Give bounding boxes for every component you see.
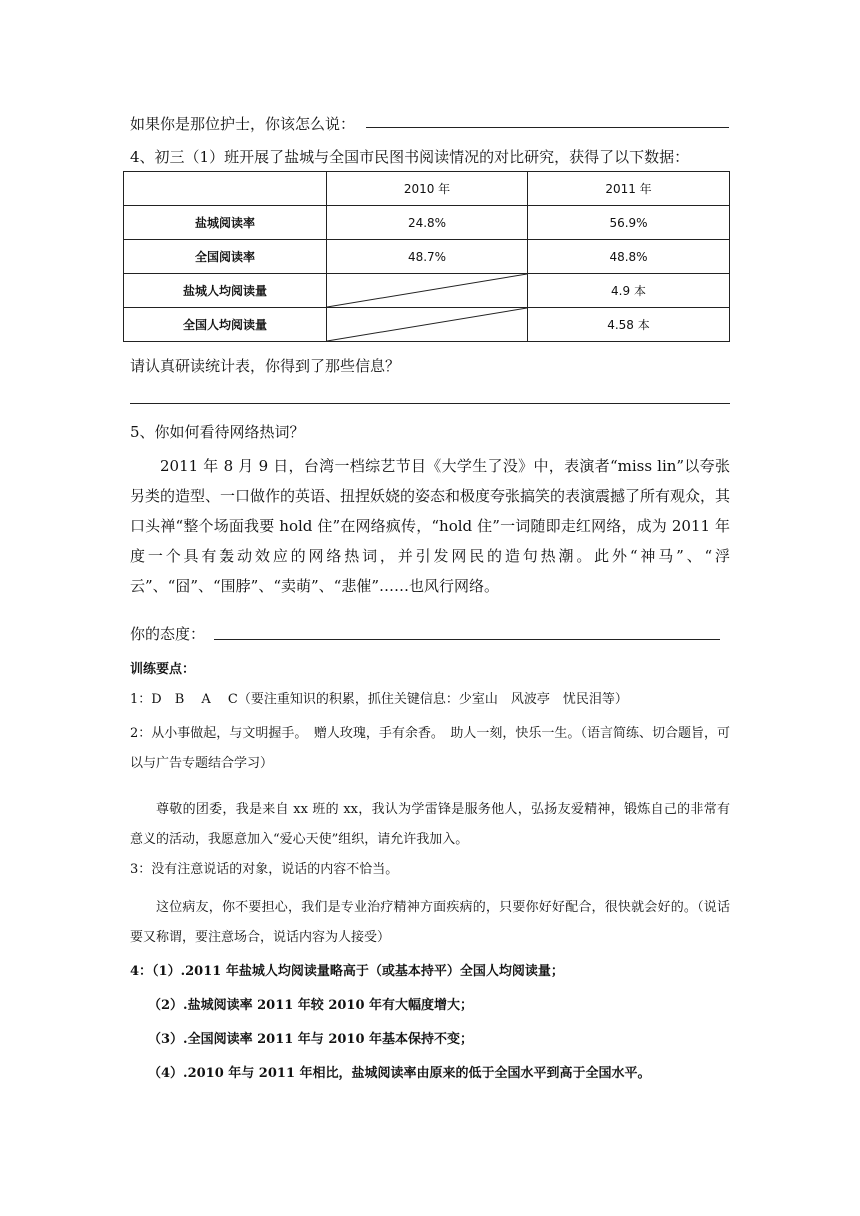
table-header-row [124, 172, 730, 206]
table-cell: 48.7% [327, 240, 528, 274]
answer-4-point-1: 4：（1）.2011 年盐城人均阅读量略高于（或基本持平）全国人均阅读量； [130, 964, 564, 979]
diagonal-slash [327, 308, 527, 341]
row-label: 全国阅读率 [124, 240, 327, 274]
answers-heading: 训练要点： [130, 662, 196, 677]
table-cell: 4.58 本 [528, 308, 730, 342]
table-header-cell [124, 172, 327, 206]
reading-stats-table [123, 171, 730, 342]
diagonal-empty-cell [327, 308, 528, 342]
answer-2: 2：从小事做起，与文明握手。 赠人玫瑰，手有余香。 助人一刻，快乐一生。（语言简练、切合题旨，可以与广告专题结合学习） [130, 726, 730, 771]
table-row [124, 206, 730, 240]
answer-4-point-4: （4）.2010 年与 2011 年相比，盐城阅读率由原来的低于全国水平到高于全国水平。 [148, 1066, 651, 1081]
q3-answer-blank[interactable] [366, 127, 729, 128]
q4-title: 4、初三（1）班开展了盐城与全国市民图书阅读情况的对比研究，获得了以下数据： [130, 148, 690, 166]
q4-answer-blank[interactable] [130, 403, 730, 404]
q5-passage: 2011 年 8 月 9 日，台湾一档综艺节目《大学生了没》中，表演者“miss lin”以夸张另类的造型、一口做作的英语、扭捏妖娆的姿态和极度夸张搞笑的表演震撼了所有观众，其口头禅“整个场面我要 hold 住”在网络疯传，“hold 住”一词随即走红网络，成为 2011 年度一个具有轰动效应的网络热词，并引发网民的造句热潮。此外“神马”、“浮云”、“囧”、“围脖”、“卖萌”、“悲催”……也风行网络。 [130, 457, 731, 595]
table-row [124, 308, 730, 342]
table-cell: 4.9 本 [528, 274, 730, 308]
q5-attitude-prompt: 你的态度： [130, 625, 206, 643]
row-label: 全国人均阅读量 [124, 308, 327, 342]
diagonal-slash [327, 274, 527, 307]
answer-4-point-3: （3）.全国阅读率 2011 年与 2010 年基本保持不变； [148, 1032, 474, 1047]
diagonal-empty-cell [327, 274, 528, 308]
table-header-cell: 2011 年 [528, 172, 730, 206]
q5-answer-blank[interactable] [214, 639, 720, 640]
table-cell: 56.9% [528, 206, 730, 240]
answer-4-point-2: （2）.盐城阅读率 2011 年较 2010 年有大幅度增大； [148, 998, 474, 1013]
q4-prompt: 请认真研读统计表，你得到了那些信息？ [130, 357, 401, 375]
table-row [124, 274, 730, 308]
table-row [124, 240, 730, 274]
table-cell: 48.8% [528, 240, 730, 274]
table-cell: 24.8% [327, 206, 528, 240]
table-header-cell: 2010 年 [327, 172, 528, 206]
answer-3-example: 这位病友，你不要担心，我们是专业治疗精神方面疾病的，只要你好好配合，很快就会好的。（说话要又称谓，要注意场合，说话内容为人接受） [130, 900, 730, 945]
answer-2-example: 尊敬的团委，我是来自 xx 班的 xx，我认为学雷锋是服务他人，弘扬友爱精神，锻炼自己的非常有意义的活动，我愿意加入“爱心天使”组织，请允许我加入。 [130, 802, 730, 847]
q3-nurse-prompt: 如果你是那位护士，你该怎么说： [130, 115, 356, 133]
q5-title: 5、你如何看待网络热词？ [130, 423, 305, 441]
answer-3: 3：没有注意说话的对象，说话的内容不恰当。 [130, 862, 399, 877]
row-label: 盐城阅读率 [124, 206, 327, 240]
row-label: 盐城人均阅读量 [124, 274, 327, 308]
answer-1: 1：D B A C（要注重知识的积累，抓住关键信息：少室山 风波亭 忧民泪等） [130, 692, 628, 707]
